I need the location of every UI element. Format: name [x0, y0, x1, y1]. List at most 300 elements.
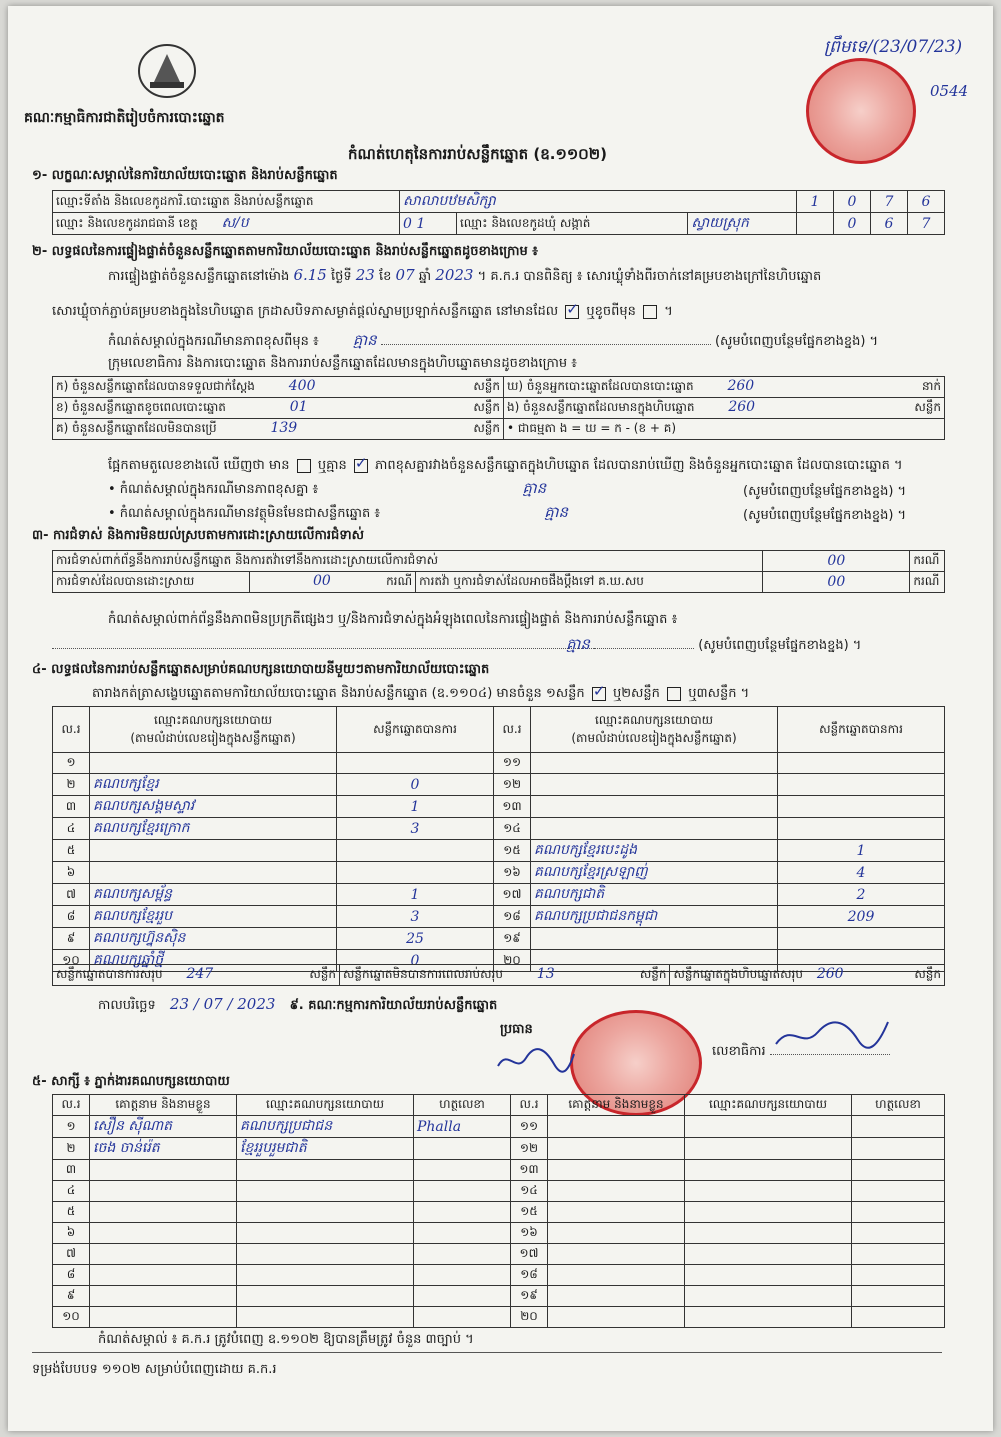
location-value: សាលាបឋមសិក្សា	[400, 191, 797, 213]
witness-name	[90, 1160, 237, 1181]
table-row	[53, 1307, 945, 1328]
party-votes: 209	[778, 906, 945, 928]
witness-party	[685, 1116, 852, 1138]
witness-no: ៨	[53, 1265, 90, 1286]
objection-label: ការជំទាស់ពាក់ព័ន្ធនឹងការរាប់សន្លឹកឆ្នោត និងការតវ៉ាទៅនឹងការដោះស្រាយលើការជំទាស់	[53, 551, 763, 572]
witness-signature	[414, 1181, 511, 1202]
party-name: គណបក្សជាតិ	[531, 884, 778, 906]
day-label: ថ្ងៃទី	[330, 269, 352, 284]
code2-digit: 6	[871, 213, 908, 235]
party-no: ១៩	[494, 928, 531, 950]
objection-unit: ករណី	[910, 551, 945, 572]
code2-blank	[797, 213, 834, 235]
intact-checkbox[interactable]	[565, 305, 579, 319]
witness-name	[548, 1138, 685, 1160]
date-value: 23 / 07 / 2023	[169, 995, 276, 1013]
table-row	[53, 774, 945, 796]
unit: សន្លឹក	[639, 967, 667, 981]
resolved-label: ការជំទាស់ដែលបានដោះស្រាយ	[53, 572, 250, 593]
bullet-1-label: • កំណត់សម្គាល់ក្នុងករណីមានភាពខុសគ្នា ៖	[108, 482, 319, 497]
voters-label: ឃ) ចំនួនអ្នកបោះឆ្នោតដែលបានបោះឆ្នោត	[507, 379, 694, 393]
witness-no: ២	[53, 1138, 90, 1160]
bullet-2	[108, 504, 568, 522]
party-votes	[778, 774, 945, 796]
dotted-line	[381, 344, 711, 345]
appeal-label: ការតវ៉ា ឬការជំទាស់ដែលអាចផឹងប្ដឹងទៅ គ.ឃ.សប	[416, 572, 763, 593]
total-box-value: 260	[816, 966, 844, 982]
party-name: គណបក្សសង្គមស្ទាវ	[90, 796, 337, 818]
witness-no: ១៦	[511, 1223, 548, 1244]
irregularity-line	[52, 636, 861, 654]
two-sheet-label: ឬ២សន្លឹក	[612, 686, 660, 701]
emblem-logo	[136, 42, 198, 100]
party-votes: 3	[337, 906, 494, 928]
party-no: ៩	[53, 928, 90, 950]
party-votes: 0	[337, 774, 494, 796]
witness-name	[90, 1307, 237, 1328]
party-votes: 4	[778, 862, 945, 884]
w-header-no: ល.រ	[53, 1095, 90, 1116]
table-row	[53, 1116, 945, 1138]
witness-signature	[414, 1244, 511, 1265]
witness-party	[237, 1160, 414, 1181]
unit: សន្លឹក	[309, 967, 336, 981]
party-votes: 25	[337, 928, 494, 950]
table-row	[53, 840, 945, 862]
witness-name	[548, 1307, 685, 1328]
party-no: ១៦	[494, 862, 531, 884]
table-row	[53, 1160, 945, 1181]
witness-signature	[852, 1223, 945, 1244]
irregularity-value: គ្មាន	[566, 635, 590, 653]
witness-signature	[414, 1307, 511, 1328]
party-name	[90, 753, 337, 774]
witness-name	[548, 1181, 685, 1202]
witness-no: ១៤	[511, 1181, 548, 1202]
witness-signature: Phalla	[414, 1116, 511, 1138]
two-sheet-checkbox[interactable]	[667, 687, 681, 701]
witness-no: ៣	[53, 1160, 90, 1181]
code2-digit: 0	[834, 213, 871, 235]
in-box-label: ង) ចំនួនសន្លឹកឆ្នោតដែលមានក្នុងហិបឆ្នោត	[507, 400, 695, 414]
party-votes	[778, 928, 945, 950]
hint-text: (សូមបំពេញបន្ថែមផ្នែកខាងខ្នង) ។	[714, 334, 879, 349]
official-seal-top	[806, 58, 916, 164]
table-row	[53, 928, 945, 950]
party-no: ២	[53, 774, 90, 796]
witness-signature	[414, 1202, 511, 1223]
bullet-2-label: • កំណត់សម្គាល់ក្នុងករណីមានវត្ថុមិនមែនជាសន្លឹកឆ្នោត ៖	[108, 506, 381, 521]
resolved-cell	[250, 572, 416, 593]
secretary-label: លេខាធិការ	[712, 1044, 766, 1059]
witness-signature	[852, 1286, 945, 1307]
divider	[32, 1352, 942, 1353]
party-votes	[778, 753, 945, 774]
header-votes: សន្លឹកឆ្នោតបានការ	[337, 707, 494, 753]
witness-no: ១៧	[511, 1244, 548, 1265]
province-value: ស/ប	[221, 215, 249, 231]
secretary-signature	[772, 1016, 892, 1056]
form-footer: ទម្រង់បែបបទ ១១០២ សម្រាប់បំពេញដោយ គ.ក.រ	[32, 1362, 277, 1377]
row-unused	[53, 419, 504, 440]
total-valid	[53, 965, 340, 986]
party-no: ១២	[494, 774, 531, 796]
party-name	[531, 796, 778, 818]
witness-party	[685, 1265, 852, 1286]
code1-digit: 6	[908, 191, 945, 213]
ballot-count-table	[52, 376, 945, 440]
witness-signature	[414, 1223, 511, 1244]
witness-party	[685, 1202, 852, 1223]
difference-note	[108, 332, 878, 350]
irregularity-note: កំណត់សម្គាល់ពាក់ព័ន្ធនឹងភាពមិនប្រក្រតីផ្សេងៗ ឬ/និងការជំទាស់ក្នុងអំឡុងពេលនៃការផ្ទៀងផ្ទាត់ និងការរាប់សន្លឹកឆ្នោត ៖	[108, 612, 678, 627]
verify-text-b: ។ គ.ក.រ បានពិនិត្យ ៖ សោរឃ្លុំទាំងពីរចាក់នៅគម្របខាងក្រៅនៃហិបឆ្នោត	[477, 269, 822, 284]
top-annotation-number: 0544	[930, 82, 969, 100]
table-row	[53, 1286, 945, 1307]
total-invalid-label: សន្លឹកឆ្នោតមិនបានការពេលរាប់សរុប	[343, 967, 503, 981]
party-name	[531, 774, 778, 796]
header-party	[531, 707, 778, 753]
table-row	[53, 1202, 945, 1223]
party-name	[90, 862, 337, 884]
w-header-name: គោត្តនាម និងនាមខ្លួន	[548, 1095, 685, 1116]
results-body	[53, 753, 945, 972]
compare-line	[108, 458, 903, 474]
witness-signature	[852, 1307, 945, 1328]
location-label: ឈ្មោះទីតាំង និងលេខកូដការិ.បោះឆ្នោត និងរាប់សន្លឹកឆ្នោត	[53, 191, 400, 213]
w-header-party: ឈ្មោះគណបក្សនយោបាយ	[237, 1095, 414, 1116]
witness-name	[90, 1265, 237, 1286]
witness-no: ១១	[511, 1116, 548, 1138]
province-row	[53, 213, 400, 235]
witness-no: ១៩	[511, 1286, 548, 1307]
witness-party	[685, 1286, 852, 1307]
party-name	[531, 928, 778, 950]
witness-party	[685, 1160, 852, 1181]
party-name: គណបក្សហ្វ៊ុនស៊ិន	[90, 928, 337, 950]
total-box-label: សន្លឹកឆ្នោតក្នុងហិបឆ្នោតសរុប	[673, 967, 803, 981]
w-header-sign: ហត្ថលេខា	[852, 1095, 945, 1116]
date-line	[98, 996, 497, 1014]
table-row	[53, 906, 945, 928]
party-no: ៨	[53, 906, 90, 928]
resolved-value: 00	[313, 573, 331, 589]
witness-name	[90, 1181, 237, 1202]
table-row	[53, 1244, 945, 1265]
dotted-line	[594, 648, 694, 649]
table-row	[53, 753, 945, 774]
bullet-2-hint: (សូមបំពេញបន្ថែមផ្នែកខាងខ្នង) ។	[743, 508, 907, 523]
witness-table	[52, 1094, 945, 1328]
witness-party	[685, 1138, 852, 1160]
header-party	[90, 707, 337, 753]
witness-party: គណបក្សប្រជាជន	[237, 1116, 414, 1138]
summary-sheet-text: តារាងកត់ត្រាសង្ខេបឆ្នោតតាមការិយាល័យបោះឆ្នោត និងរាប់សន្លឹកឆ្នោត (ឧ.១១០៤) មានចំនួន ១សន្លឹក	[92, 686, 585, 701]
formula-row: • ជាធម្មតា ង = ឃ = ក - (ខ + គ)	[504, 419, 945, 440]
party-no: ៧	[53, 884, 90, 906]
row-spoiled	[53, 398, 504, 419]
table-row	[53, 796, 945, 818]
chair-signature	[496, 1046, 576, 1076]
witness-name	[548, 1223, 685, 1244]
row-voters	[504, 377, 945, 398]
total-invalid-value: 13	[536, 966, 555, 982]
section-2-title: ២- លទ្ធផលនៃការផ្ទៀងផ្ទាត់ចំនួនសន្លឹកឆ្នោតតាមការិយាល័យបោះឆ្នោត និងរាប់សន្លឹកឆ្នោតដូចខាងក្រោម ៖	[32, 244, 538, 259]
received-label: ក) ចំនួនសន្លឹកឆ្នោតដែលបានទទួលជាក់ស្ដែង	[56, 379, 255, 393]
totals-table	[52, 964, 945, 986]
difference-note-label: កំណត់សម្គាល់ក្នុងករណីមានភាពខុសពីមុន ៖	[108, 334, 319, 349]
party-name: គណបក្សខ្មែរក្រោក	[90, 818, 337, 840]
witness-no: ៧	[53, 1244, 90, 1265]
dotted-line	[52, 648, 612, 649]
party-no: ១១	[494, 753, 531, 774]
witness-party	[685, 1244, 852, 1265]
province-label: ឈ្មោះ និងលេខកូដរាជធានី ខេត្ត	[56, 216, 198, 230]
witness-name	[90, 1223, 237, 1244]
footnote: កំណត់សម្គាល់ ៖ គ.ក.រ ត្រូវបំពេញ ឧ.១១០២ ឱ្យបានត្រឹមត្រូវ ចំនួន ៣ច្បាប់ ។	[98, 1332, 474, 1347]
party-no: ១៨	[494, 906, 531, 928]
header-votes: សន្លឹកឆ្នោតបានការ	[778, 707, 945, 753]
total-box	[670, 965, 945, 986]
unused-value: 139	[270, 420, 298, 436]
unit: សន្លឹក	[914, 400, 941, 414]
party-votes	[337, 862, 494, 884]
section-4-title: ៤- លទ្ធផលនៃការរាប់សន្លឹកឆ្នោតសម្រាប់គណបក្សនយោបាយនីមួយៗតាមការិយាល័យបោះឆ្នោត	[32, 662, 490, 677]
header-party-name: ឈ្មោះគណបក្សនយោបាយ	[153, 712, 273, 727]
no-diff-checkbox[interactable]	[354, 459, 368, 473]
party-votes	[778, 818, 945, 840]
witness-signature	[852, 1116, 945, 1138]
verify-line-2: សោរឃ្លុំចាក់ភ្ជាប់គម្របខាងក្នុងនៃហិបឆ្នោត ក្រដាសបិទភាសម្ងាត់ផ្ដល់ស្នាមប្រឡាក់សន្លឹកឆ្នោត នៅមានដែល ✓ ឬខូចពីមុន ។	[52, 304, 673, 320]
witness-signature	[852, 1202, 945, 1223]
unit: សន្លឹក	[914, 967, 941, 981]
party-votes: 3	[337, 818, 494, 840]
party-votes: 0	[337, 950, 494, 972]
party-name	[531, 753, 778, 774]
verify-month: 07	[395, 266, 415, 284]
verify-line-1	[108, 267, 821, 285]
verify-year: 2023	[435, 266, 474, 284]
row-received	[53, 377, 504, 398]
party-name: គណបក្សខ្មែរស្រឡាញ់	[531, 862, 778, 884]
hint-text: (សូមបំពេញបន្ថែមផ្នែកខាងខ្នង) ។	[698, 638, 862, 653]
damaged-checkbox[interactable]	[643, 305, 657, 319]
unit: សន្លឹក	[473, 379, 500, 393]
witness-name	[548, 1116, 685, 1138]
header-party-order: (តាមលំដាប់លេខរៀងក្នុងសន្លឹកឆ្នោត)	[130, 730, 296, 745]
commission-title: ៩. គណៈកម្មការការិយាល័យរាប់សន្លឹកឆ្នោត	[289, 998, 498, 1013]
compare-text-2: ភាពខុសគ្នារវាងចំនួនសន្លឹកឆ្នោតក្នុងហិបឆ្នោត ដែលបានរាប់ឃើញ និងចំនួនអ្នកបោះឆ្នោត ដែលបានបោះឆ្នោត ។	[375, 458, 903, 473]
code1-digit: 0	[834, 191, 871, 213]
unit: សន្លឹក	[473, 400, 500, 414]
appeal-unit: ករណី	[910, 572, 945, 593]
total-valid-label: សន្លឹកឆ្នោតបានការសរុប	[56, 967, 163, 981]
date-label: កាលបរិច្ឆេទ	[98, 998, 156, 1013]
party-name: គណបក្សសម្ព័ន្ធ	[90, 884, 337, 906]
party-name: គណបក្សប្រជាជនកម្ពុជា	[531, 906, 778, 928]
party-votes	[337, 753, 494, 774]
count-intro: ក្រុមលេខាធិការ និងការបោះឆ្នោត និងការរាប់សន្លឹកឆ្នោតដែលមានក្នុងហិបឆ្នោតមានដូចខាងក្រោម ៖	[108, 356, 577, 371]
section-1-table	[52, 190, 945, 235]
table-row	[53, 1223, 945, 1244]
witness-party	[237, 1265, 414, 1286]
witness-no: ៩	[53, 1286, 90, 1307]
spoiled-label: ខ) ចំនួនសន្លឹកឆ្នោតខូចពេលបោះឆ្នោត	[56, 400, 226, 414]
witness-party: ខ្មែររួបរួមជាតិ	[237, 1138, 414, 1160]
w-header-name: គោត្តនាម និងនាមខ្លួន	[90, 1095, 237, 1116]
party-no: ៣	[53, 796, 90, 818]
results-table	[52, 706, 945, 972]
has-diff-checkbox[interactable]	[297, 459, 311, 473]
party-name	[90, 840, 337, 862]
bullet-2-value: គ្មាន	[544, 503, 569, 521]
witness-no: ៥	[53, 1202, 90, 1223]
party-no: ១៤	[494, 818, 531, 840]
table-row	[53, 862, 945, 884]
party-votes: 2	[778, 884, 945, 906]
difference-note-value: គ្មាន	[352, 331, 377, 349]
witness-no: ១៣	[511, 1160, 548, 1181]
witness-signature	[852, 1244, 945, 1265]
table-row	[53, 884, 945, 906]
witness-party	[237, 1244, 414, 1265]
one-sheet-checkbox[interactable]	[592, 687, 606, 701]
appeal-value: 00	[763, 572, 910, 593]
party-votes: 1	[778, 840, 945, 862]
witness-signature	[852, 1181, 945, 1202]
code1-digit: 1	[797, 191, 834, 213]
received-value: 400	[288, 378, 316, 394]
witness-no: ១	[53, 1116, 90, 1138]
intact-label: ឬខូចពីមុន	[586, 304, 636, 319]
witness-name: សឿន ស៊ីណាត	[90, 1116, 237, 1138]
in-box-value: 260	[728, 399, 756, 415]
top-annotation: ព្រឹមទេ/(23/07/23)	[824, 37, 963, 57]
resolved-unit: ករណី	[386, 574, 413, 588]
province-code: 0 1	[400, 213, 457, 235]
verify-text: ការផ្ទៀងផ្ទាត់ចំនួនសន្លឹកឆ្នោតនៅម៉ោង	[108, 269, 290, 284]
witness-party	[237, 1202, 414, 1223]
code2-digit: 7	[908, 213, 945, 235]
table-row	[53, 1138, 945, 1160]
witness-name	[548, 1160, 685, 1181]
party-votes: 1	[337, 884, 494, 906]
witness-signature	[852, 1265, 945, 1286]
w-header-party: ឈ្មោះគណបក្សនយោបាយ	[685, 1095, 852, 1116]
voters-value: 260	[727, 378, 755, 394]
party-no: ១៣	[494, 796, 531, 818]
witness-signature	[414, 1265, 511, 1286]
party-no: ១	[53, 753, 90, 774]
witness-no: ១៨	[511, 1265, 548, 1286]
objection-table	[52, 550, 945, 593]
witness-no: ១០	[53, 1307, 90, 1328]
witness-body	[53, 1116, 945, 1328]
form-title: កំណត់ហេតុនៃការរាប់សន្លឹកឆ្នោត (ឧ.១១០២)	[348, 145, 608, 163]
table-row	[53, 818, 945, 840]
verify-text-2: សោរឃ្លុំចាក់ភ្ជាប់គម្របខាងក្នុងនៃហិបឆ្នោត ក្រដាសបិទភាសម្ងាត់ផ្ដល់ស្នាមប្រឡាក់សន្លឹកឆ្នោត នៅមានដែល	[52, 304, 559, 319]
witness-party	[237, 1307, 414, 1328]
witness-name: ចេង ចាន់រ៉េត	[90, 1138, 237, 1160]
party-no: ៦	[53, 862, 90, 884]
year-label: ឆ្នាំ	[418, 269, 432, 284]
org-name: គណៈកម្មាធិការជាតិរៀបចំការបោះឆ្នោត	[24, 110, 225, 126]
witness-party	[237, 1223, 414, 1244]
witness-signature	[414, 1160, 511, 1181]
witness-party	[237, 1286, 414, 1307]
month-label: ខែ	[379, 269, 392, 284]
party-votes: 1	[337, 796, 494, 818]
party-no: ៤	[53, 818, 90, 840]
witness-no: ១២	[511, 1138, 548, 1160]
commune-label: ឈ្មោះ និងលេខកូដឃុំ សង្កាត់	[457, 213, 688, 235]
form-page	[8, 6, 993, 1431]
section-5-title: ៥- សាក្សី ៖ ភ្នាក់ងារគណបក្សនយោបាយ	[32, 1074, 230, 1089]
summary-sheet-line	[92, 686, 749, 702]
party-name: គណបក្សខ្មែរ	[90, 774, 337, 796]
witness-signature	[414, 1138, 511, 1160]
header-party-name: ឈ្មោះគណបក្សនយោបាយ	[594, 712, 714, 727]
witness-name	[90, 1286, 237, 1307]
verify-day: 23	[355, 266, 375, 284]
party-no: ៥	[53, 840, 90, 862]
party-no: ១៧	[494, 884, 531, 906]
unused-label: គ) ចំនួនសន្លឹកឆ្នោតដែលមិនបានប្រើ	[56, 421, 217, 435]
witness-name	[548, 1286, 685, 1307]
total-valid-value: 247	[186, 966, 214, 982]
party-name: គណបក្សឆ្នាំថ្មី	[90, 950, 337, 972]
witness-party	[685, 1307, 852, 1328]
witness-signature	[852, 1138, 945, 1160]
party-votes	[337, 840, 494, 862]
compare-text: ផ្អែកតាមតួលេខខាងលើ ឃើញថា មាន	[108, 458, 290, 473]
header-party-order: (តាមលំដាប់លេខរៀងក្នុងសន្លឹកឆ្នោត)	[571, 730, 737, 745]
witness-name	[90, 1202, 237, 1223]
w-header-sign: ហត្ថលេខា	[414, 1095, 511, 1116]
witness-name	[548, 1202, 685, 1223]
witness-signature	[414, 1286, 511, 1307]
commune-value: ស្វាយស្រុក	[688, 213, 797, 235]
total-invalid	[340, 965, 670, 986]
party-name	[531, 818, 778, 840]
section-3-title: ៣- ការជំទាស់ និងការមិនយល់ស្របតាមការដោះស្រាយលើការជំទាស់	[32, 528, 364, 543]
objection-value: 00	[763, 551, 910, 572]
bullet-1-hint: (សូមបំពេញបន្ថែមផ្នែកខាងខ្នង) ។	[743, 484, 907, 499]
header-no: ល.រ	[494, 707, 531, 753]
witness-name	[548, 1265, 685, 1286]
party-votes	[778, 796, 945, 818]
party-no: ១៥	[494, 840, 531, 862]
bullet-1-value: គ្មាន	[522, 479, 547, 497]
verify-time: 6.15	[293, 266, 327, 284]
witness-no: ៤	[53, 1181, 90, 1202]
witness-party	[237, 1181, 414, 1202]
witness-no: ៦	[53, 1223, 90, 1244]
w-header-no: ល.រ	[511, 1095, 548, 1116]
spoiled-value: 01	[289, 399, 308, 415]
party-no: ២០	[494, 950, 531, 972]
witness-signature	[852, 1160, 945, 1181]
witness-party	[685, 1223, 852, 1244]
party-name: គណបក្សខ្មែរបេះដូង	[531, 840, 778, 862]
unit: សន្លឹក	[473, 421, 500, 435]
code1-digit: 7	[871, 191, 908, 213]
row-in-box	[504, 398, 945, 419]
none-label: ឬគ្មាន	[317, 458, 347, 473]
chair-label: ប្រធាន	[500, 1022, 533, 1037]
witness-name	[548, 1244, 685, 1265]
party-no: ១០	[53, 950, 90, 972]
